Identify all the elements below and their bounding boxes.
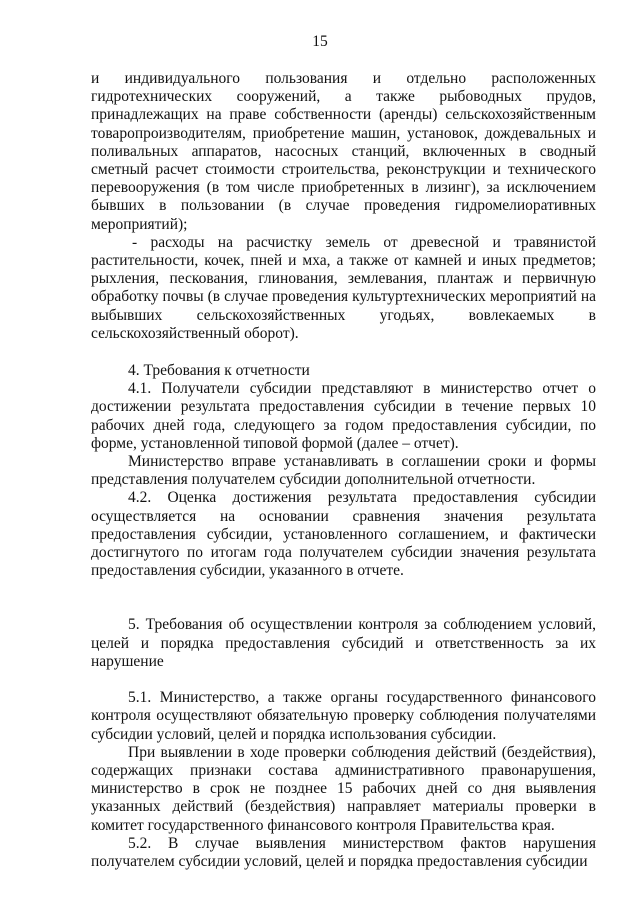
section-heading-5: 5. Требования об осуществлении контроля за соблюдением условий, целей и порядка предоставления субсидий и ответственность за их нарушение xyxy=(91,616,596,670)
paragraph-4-1: 4.1. Получатели субсидии представляют в министерство отчет о достижении результата предоставления субсидии в течение первых 10 рабочих дней года, следующего за годом предоставления субсидии, по форме, установленной типовой формой (далее – отчет). xyxy=(91,380,596,452)
paragraph-continuation: и индивидуального пользования и отдельно расположенных гидротехнических сооружений, а также рыбоводных прудов, принадлежащих на праве собственности (аренды) сельскохозяйственным товаропроизводителям, приобретение машин, установок, дождевальных и поливальных аппаратов, насосных станций, включенных в сводный сметный расчет стоимости строительства, реконструкции и технического перевооружения (в том числе приобретенных в лизинг), за исключением бывших в пользовании (в случае проведения гидромелиоративных мероприятий); xyxy=(91,70,596,233)
paragraph-5-1: 5.1. Министерство, а также органы государственного финансового контроля осуществляют обязательную проверку соблюдения получателями субсидии условий, целей и порядка использования субсидии. xyxy=(91,689,596,743)
paragraph-5-1-violations: При выявлении в ходе проверки соблюдения действий (бездействия), содержащих признаки состава административного правонарушения, министерство в срок не позднее 15 рабочих дней со дня выявления указанных действий (бездействия) направляет материалы проверки в комитет государственного финансового контроля Правительства края. xyxy=(91,743,596,834)
page-number: 15 xyxy=(312,33,328,50)
paragraph-bullet-expenses: - расходы на расчистку земель от древесной и травянистой растительности, кочек, пней и мха, а также от камней и иных предметов; рыхления, пескования, глинования, землевания, плантаж и первичную обработку почвы (в случае проведения культуртехнических мероприятий на выбывших сельскохозяйственных угодьях, вовлекаемых в сельскохозяйственный оборот). xyxy=(91,233,596,342)
paragraph-4-2: 4.2. Оценка достижения результата предоставления субсидии осуществляется на основании сравнения значения результата предоставления субсидии, установленного соглашением, и фактически достигнутого по итогам года получателем субсидии значения результата предоставления субсидии, указанного в отчете. xyxy=(91,489,596,580)
document-body xyxy=(91,70,596,871)
paragraph-5-2: 5.2. В случае выявления министерством фактов нарушения получателем субсидии условий, целей и порядка предоставления субсидии xyxy=(91,834,596,870)
section-heading-4: 4. Требования к отчетности xyxy=(128,362,310,380)
paragraph-4-1-additional: Министерство вправе устанавливать в соглашении сроки и формы представления получателем субсидии дополнительной отчетности. xyxy=(91,453,596,489)
